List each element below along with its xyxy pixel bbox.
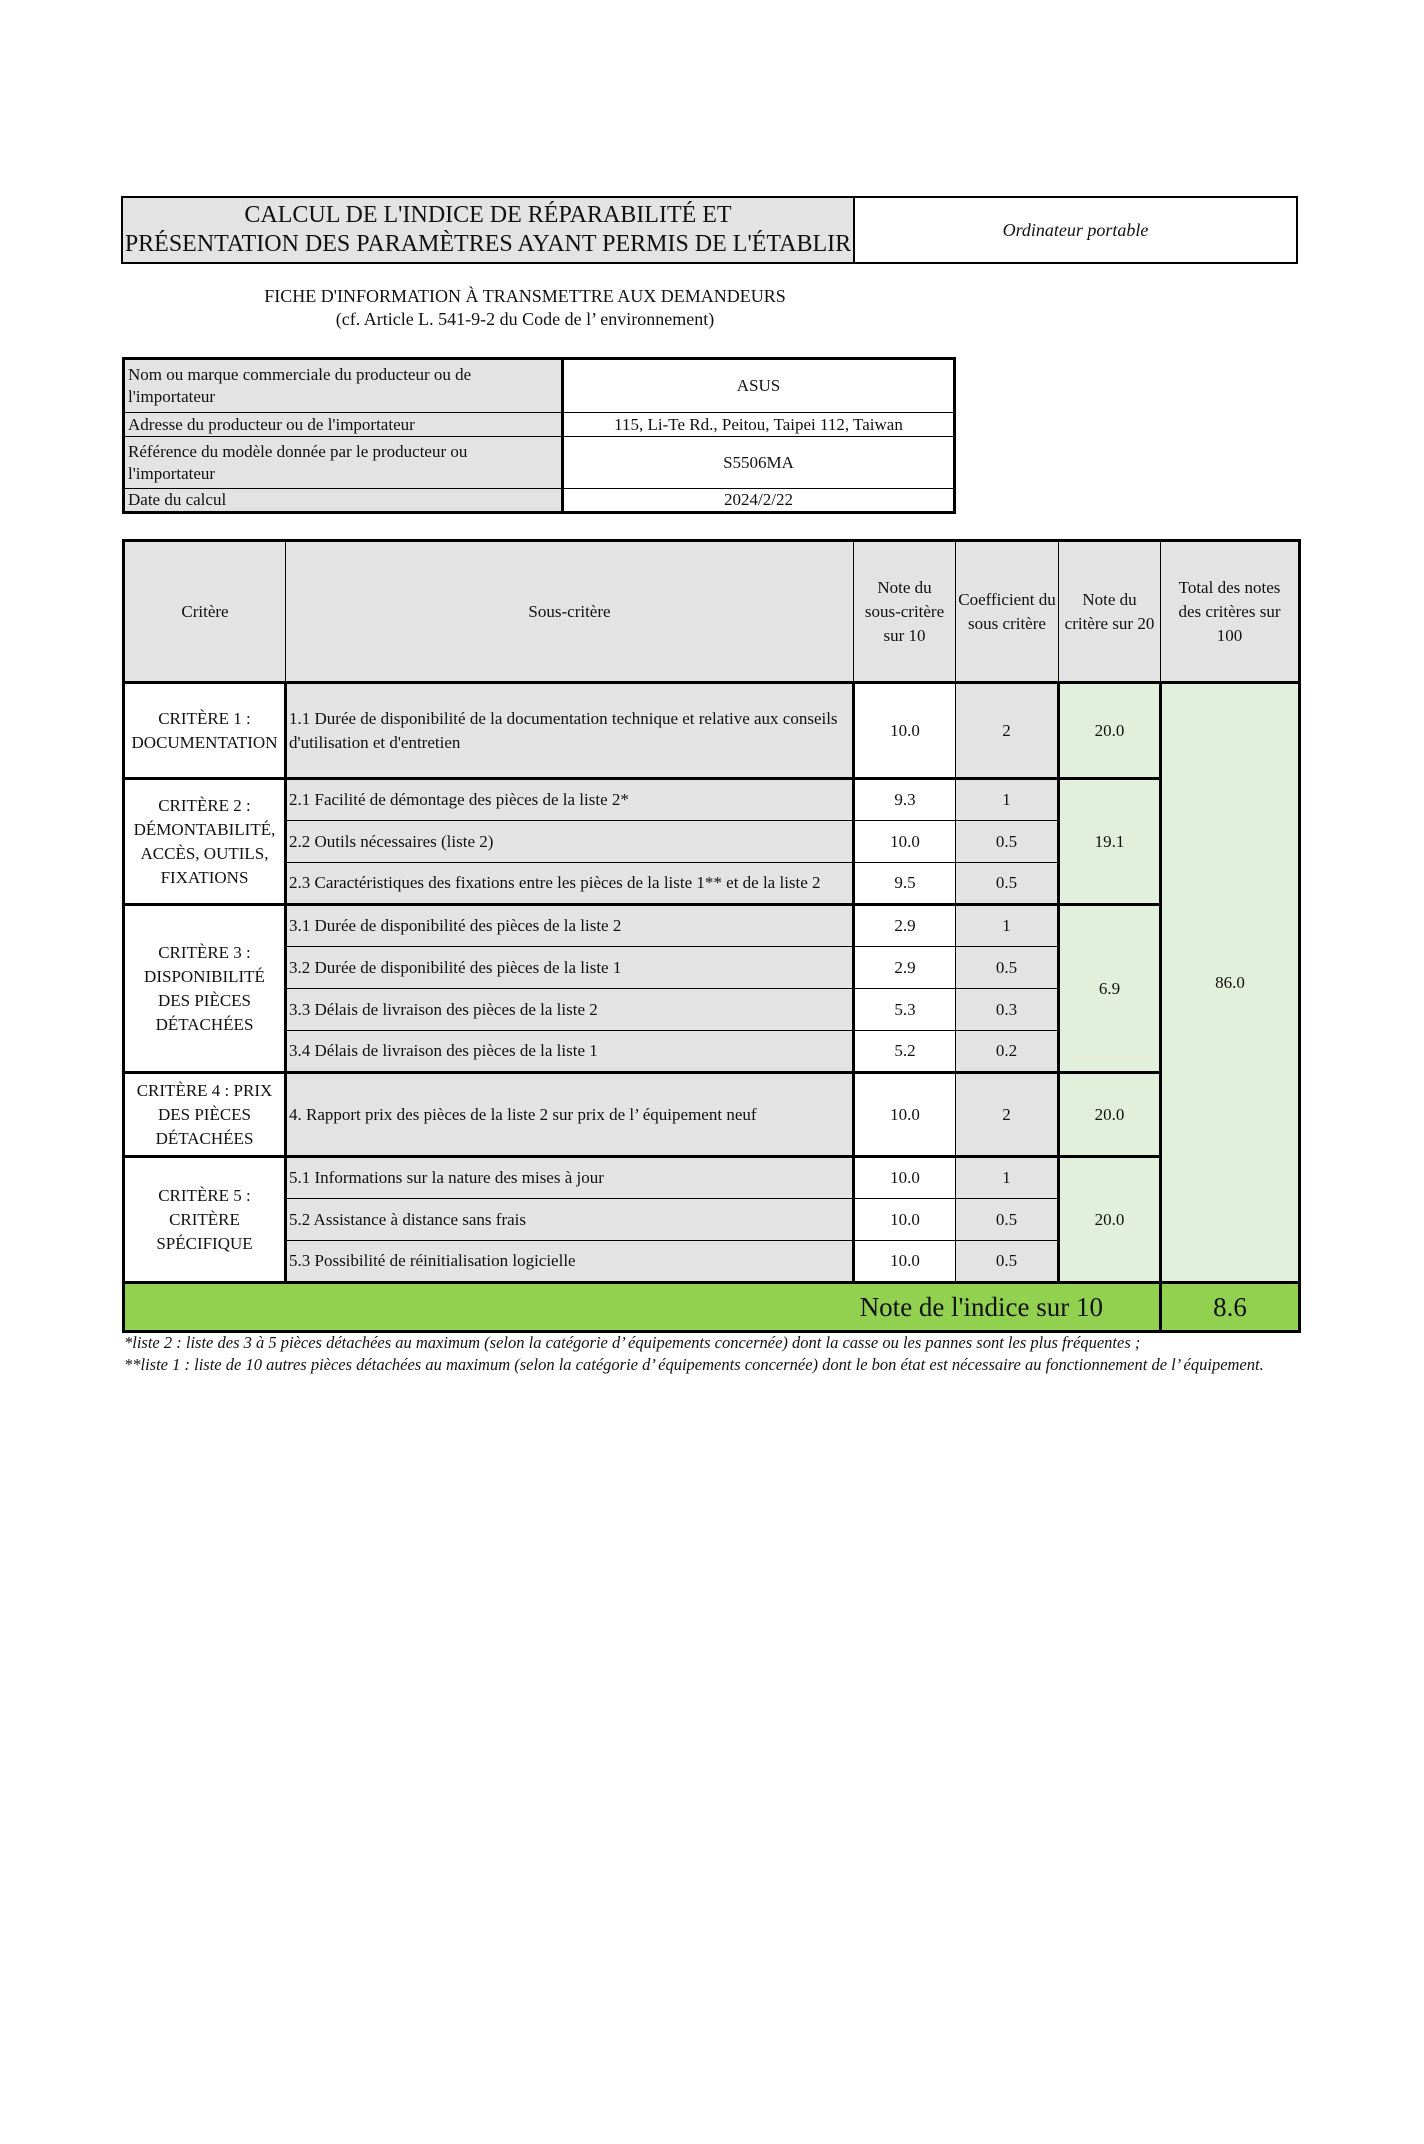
subcriterion-label: 5.3 Possibilité de réinitialisation logicielle bbox=[286, 1241, 854, 1283]
subcriterion-label: 2.3 Caractéristiques des fixations entre les pièces de la liste 1** et de la liste 2 bbox=[286, 863, 854, 905]
subcriterion-coefficient: 2 bbox=[956, 1073, 1059, 1157]
subcriterion-coefficient: 0.5 bbox=[956, 1199, 1059, 1241]
subcriterion-label: 3.1 Durée de disponibilité des pièces de la liste 2 bbox=[286, 905, 854, 947]
subcriterion-coefficient: 1 bbox=[956, 905, 1059, 947]
producer-info-table bbox=[122, 357, 956, 514]
table-row bbox=[124, 905, 1300, 947]
header-box bbox=[121, 196, 1298, 264]
total-score: 86.0 bbox=[1161, 683, 1300, 1283]
subcriterion-label: 3.4 Délais de livraison des pièces de la liste 1 bbox=[286, 1031, 854, 1073]
footnote-liste-1: **liste 1 : liste de 10 autres pièces détachées au maximum (selon la catégorie d’ équipements concernée) dont le bon état est nécessaire au fonctionnement de l’ équipement. bbox=[124, 1355, 1264, 1374]
header-critere: Critère bbox=[124, 541, 286, 683]
subcriterion-label: 4. Rapport prix des pièces de la liste 2 sur prix de l’ équipement neuf bbox=[286, 1073, 854, 1157]
subcriterion-note: 2.9 bbox=[854, 905, 956, 947]
subcriterion-coefficient: 1 bbox=[956, 1157, 1059, 1199]
title-line-1: CALCUL DE L'INDICE DE RÉPARABILITÉ ET bbox=[244, 202, 732, 228]
subcriterion-label: 3.3 Délais de livraison des pièces de la liste 2 bbox=[286, 989, 854, 1031]
table-row bbox=[124, 1073, 1300, 1157]
info-label: Adresse du producteur ou de l'importateur bbox=[124, 413, 563, 437]
subcriterion-note: 5.3 bbox=[854, 989, 956, 1031]
criterion-score: 19.1 bbox=[1059, 779, 1161, 905]
subcriterion-coefficient: 2 bbox=[956, 683, 1059, 779]
final-score-label: Note de l'indice sur 10 bbox=[124, 1283, 1161, 1332]
info-row bbox=[124, 437, 955, 489]
subcriterion-note: 10.0 bbox=[854, 1241, 956, 1283]
info-label: Nom ou marque commerciale du producteur ou de l'importateur bbox=[124, 359, 563, 413]
footnotes bbox=[124, 1332, 1304, 1376]
info-label: Référence du modèle donnée par le producteur ou l'importateur bbox=[124, 437, 563, 489]
table-row bbox=[124, 779, 1300, 821]
subcriterion-note: 10.0 bbox=[854, 1073, 956, 1157]
subcriterion-note: 5.2 bbox=[854, 1031, 956, 1073]
subcriterion-coefficient: 0.5 bbox=[956, 863, 1059, 905]
info-row bbox=[124, 489, 955, 513]
criterion-name: CRITÈRE 1 : DOCUMENTATION bbox=[124, 683, 286, 779]
subcriterion-coefficient: 0.5 bbox=[956, 947, 1059, 989]
header-coefficient: Coefficient du sous critère bbox=[956, 541, 1059, 683]
info-label: Date du calcul bbox=[124, 489, 563, 513]
info-value: 115, Li-Te Rd., Peitou, Taipei 112, Taiwan bbox=[563, 413, 955, 437]
fiche-heading bbox=[121, 285, 929, 331]
subcriterion-coefficient: 0.2 bbox=[956, 1031, 1059, 1073]
document-title bbox=[123, 198, 855, 262]
subcriterion-label: 3.2 Durée de disponibilité des pièces de la liste 1 bbox=[286, 947, 854, 989]
final-score-value: 8.6 bbox=[1161, 1283, 1300, 1332]
subcriterion-note: 9.3 bbox=[854, 779, 956, 821]
criterion-score: 6.9 bbox=[1059, 905, 1161, 1073]
subcriterion-label: 5.2 Assistance à distance sans frais bbox=[286, 1199, 854, 1241]
header-total: Total des notes des critères sur 100 bbox=[1161, 541, 1300, 683]
subcriterion-coefficient: 0.5 bbox=[956, 1241, 1059, 1283]
table-header-row bbox=[124, 541, 1300, 683]
subcriterion-note: 2.9 bbox=[854, 947, 956, 989]
fiche-line-2: (cf. Article L. 541-9-2 du Code de l’ environnement) bbox=[335, 309, 715, 329]
info-row bbox=[124, 413, 955, 437]
subcriterion-note: 10.0 bbox=[854, 1157, 956, 1199]
criterion-name: CRITÈRE 5 : CRITÈRE SPÉCIFIQUE bbox=[124, 1157, 286, 1283]
footnote-liste-2: *liste 2 : liste des 3 à 5 pièces détachées au maximum (selon la catégorie d’ équipements concernée) dont la casse ou les pannes sont les plus fréquentes ; bbox=[124, 1333, 1141, 1352]
header-note-sous-critere: Note du sous-critère sur 10 bbox=[854, 541, 956, 683]
info-row bbox=[124, 359, 955, 413]
criterion-score: 20.0 bbox=[1059, 1157, 1161, 1283]
subcriterion-note: 10.0 bbox=[854, 821, 956, 863]
product-type: Ordinateur portable bbox=[1002, 219, 1149, 240]
table-row bbox=[124, 1157, 1300, 1199]
criterion-score: 20.0 bbox=[1059, 1073, 1161, 1157]
fiche-line-1: FICHE D'INFORMATION À TRANSMETTRE AUX DEMANDEURS bbox=[264, 286, 786, 306]
subcriterion-label: 1.1 Durée de disponibilité de la documentation technique et relative aux conseils d'utilisation et d'entretien bbox=[286, 683, 854, 779]
info-value: S5506MA bbox=[563, 437, 955, 489]
subcriterion-coefficient: 0.3 bbox=[956, 989, 1059, 1031]
subcriterion-label: 2.2 Outils nécessaires (liste 2) bbox=[286, 821, 854, 863]
subcriterion-label: 5.1 Informations sur la nature des mises à jour bbox=[286, 1157, 854, 1199]
final-score-row bbox=[124, 1283, 1300, 1332]
repairability-table bbox=[122, 539, 1301, 1333]
header-note-critere: Note du critère sur 20 bbox=[1059, 541, 1161, 683]
table-row bbox=[124, 683, 1300, 779]
criterion-name: CRITÈRE 2 : DÉMONTABILITÉ, ACCÈS, OUTILS, FIXATIONS bbox=[124, 779, 286, 905]
info-value: 2024/2/22 bbox=[563, 489, 955, 513]
info-value: ASUS bbox=[563, 359, 955, 413]
subcriterion-note: 10.0 bbox=[854, 683, 956, 779]
subcriterion-coefficient: 1 bbox=[956, 779, 1059, 821]
criterion-name: CRITÈRE 3 : DISPONIBILITÉ DES PIÈCES DÉTACHÉES bbox=[124, 905, 286, 1073]
criterion-score: 20.0 bbox=[1059, 683, 1161, 779]
subcriterion-note: 10.0 bbox=[854, 1199, 956, 1241]
criterion-name: CRITÈRE 4 : PRIX DES PIÈCES DÉTACHÉES bbox=[124, 1073, 286, 1157]
subcriterion-coefficient: 0.5 bbox=[956, 821, 1059, 863]
subcriterion-label: 2.1 Facilité de démontage des pièces de la liste 2* bbox=[286, 779, 854, 821]
subcriterion-note: 9.5 bbox=[854, 863, 956, 905]
header-sous-critere: Sous-critère bbox=[286, 541, 854, 683]
title-line-2: PRÉSENTATION DES PARAMÈTRES AYANT PERMIS DE L'ÉTABLIR bbox=[124, 231, 852, 257]
